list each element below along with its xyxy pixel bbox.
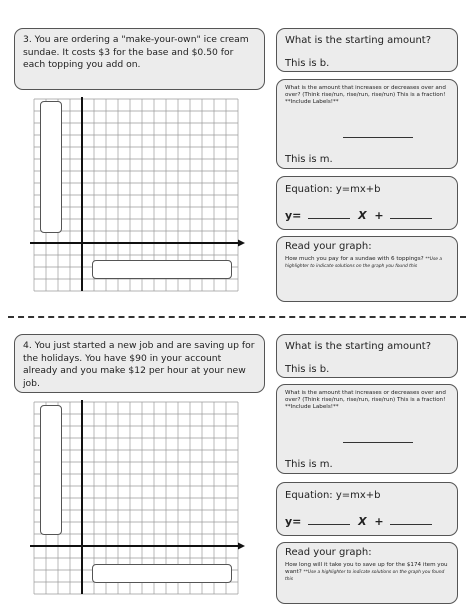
problem-3-read-graph-card: [276, 236, 458, 302]
x-axis-arrow-icon: [238, 543, 245, 550]
problem-3-equation-card: [276, 176, 458, 230]
problem-4-read-graph-label: Read your graph:: [285, 547, 372, 558]
problem-3-card: [14, 28, 265, 90]
problem-3-read-graph-hint: **Use a highlighter to indicate solutions on the graph you found this: [285, 257, 443, 270]
problem-4-card: [14, 334, 265, 393]
problem-3-equation-label: Equation: y=mx+b: [285, 184, 381, 195]
problem-4-intercept-blank[interactable]: [390, 515, 432, 525]
problem-4-is-b: This is b.: [285, 364, 330, 375]
problem-4-text: 4. You just started a new job and are saving up for the holidays. You have $90 in your account already and you make $12 per hour at your new job.: [23, 340, 255, 389]
problem-3-read-graph-question: How much you pay for a sundae with 6 toppings?: [285, 256, 424, 262]
problem-4-x-axis-label-box[interactable]: [92, 564, 232, 583]
problem-3-x-axis-label-box[interactable]: [92, 260, 232, 279]
problem-3-y-equals: y=: [285, 209, 302, 222]
problem-4-rate-question: What is the amount that increases or decreases over and over? (Think rise/run, rise/run, rise/run) This is a fraction! **Include Labels!**: [285, 390, 446, 411]
problem-4-is-m: This is m.: [285, 459, 333, 470]
problem-4-equation-card: [276, 482, 458, 536]
problem-3-intercept-blank[interactable]: [390, 209, 432, 219]
problem-4-equation-row: y= X +: [285, 515, 455, 528]
problem-3-read-graph-text: [285, 256, 453, 270]
problem-4-equation-label: Equation: y=mx+b: [285, 490, 381, 501]
problem-4-fraction-line[interactable]: [343, 442, 413, 443]
problem-3-rate-card: [276, 79, 458, 169]
problem-4-read-graph-text: [285, 562, 453, 584]
problem-4-starting-amount-card: [276, 334, 458, 378]
problem-3-x-symbol: X: [358, 209, 367, 222]
problem-3-is-b: This is b.: [285, 58, 330, 69]
section-divider: [8, 316, 466, 318]
problem-4-rate-card: [276, 384, 458, 474]
problem-4-x-symbol: X: [358, 515, 367, 528]
problem-4-starting-question: What is the starting amount?: [285, 341, 432, 352]
problem-3-starting-question: What is the starting amount?: [285, 35, 432, 46]
x-axis-arrow-icon: [238, 240, 245, 247]
problem-4-read-graph-question: How long will it take you to save up for the $174 item you want?: [285, 562, 448, 576]
problem-3-fraction-line[interactable]: [343, 137, 413, 138]
problem-3-text: 3. You are ordering a "make-your-own" ice cream sundae. It costs $3 for the base and $0.50 for each topping you add on.: [23, 34, 249, 70]
problem-4-y-equals: y=: [285, 515, 302, 528]
problem-4-slope-blank[interactable]: [308, 515, 350, 525]
problem-3-is-m: This is m.: [285, 154, 333, 165]
problem-4-y-axis-label-box[interactable]: [40, 405, 62, 535]
problem-3-slope-blank[interactable]: [308, 209, 350, 219]
problem-4-read-graph-card: [276, 542, 458, 604]
problem-3-rate-question: What is the amount that increases or decreases over and over? (Think rise/run, rise/run, rise/run) This is a fraction! **Include Labels!**: [285, 85, 446, 106]
problem-3-read-graph-label: Read your graph:: [285, 241, 372, 252]
problem-3-y-axis-label-box[interactable]: [40, 101, 62, 233]
problem-4-read-graph-hint: **Use a highlighter to indicate solutions on the graph you found this: [285, 570, 445, 583]
problem-3-starting-amount-card: [276, 28, 458, 72]
problem-3-equation-row: y= X +: [285, 209, 455, 222]
